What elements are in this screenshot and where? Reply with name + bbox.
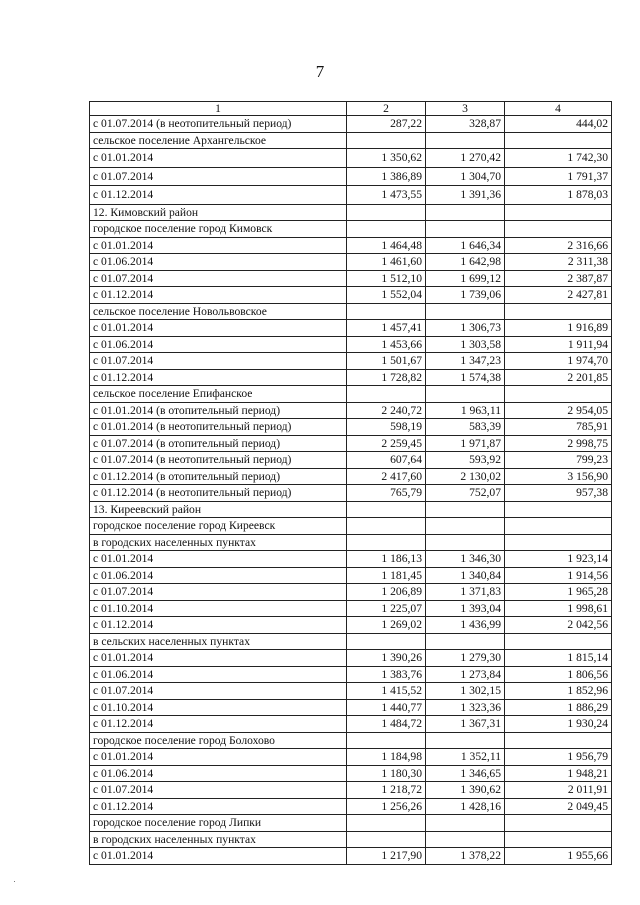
value-cell-4: 2 049,45	[505, 798, 612, 815]
value-cell-3: 1 393,04	[426, 600, 505, 617]
value-cell-2: 1 728,82	[347, 369, 426, 386]
value-cell-3: 1 270,42	[426, 149, 505, 168]
table-row	[90, 353, 612, 370]
value-cell-3: 1 367,31	[426, 716, 505, 733]
table-row	[90, 683, 612, 700]
value-cell-4: 2 998,75	[505, 435, 612, 452]
value-cell-3: 1 646,34	[426, 237, 505, 254]
table-row	[90, 732, 612, 749]
table-row	[90, 468, 612, 485]
table-row	[90, 254, 612, 271]
value-cell-2: 598,19	[347, 419, 426, 436]
value-cell-2	[347, 386, 426, 403]
value-cell-4	[505, 132, 612, 149]
value-cell-4	[505, 534, 612, 551]
row-label-cell: с 01.01.2014	[90, 749, 347, 766]
row-label-cell: с 01.07.2014 (в неотопительный период)	[90, 452, 347, 469]
row-label-cell: с 01.07.2014	[90, 167, 347, 186]
table-row	[90, 518, 612, 535]
value-cell-3	[426, 221, 505, 238]
table-row	[90, 617, 612, 634]
table-row	[90, 633, 612, 650]
value-cell-2: 2 417,60	[347, 468, 426, 485]
table-row	[90, 386, 612, 403]
table-row	[90, 204, 612, 221]
value-cell-2: 1 440,77	[347, 699, 426, 716]
value-cell-4: 1 916,89	[505, 320, 612, 337]
value-cell-4: 1 742,30	[505, 149, 612, 168]
table-row	[90, 584, 612, 601]
table-row	[90, 749, 612, 766]
row-label-cell: с 01.01.2014	[90, 848, 347, 865]
value-cell-2: 287,22	[347, 116, 426, 133]
value-cell-2: 2 240,72	[347, 402, 426, 419]
value-cell-4	[505, 732, 612, 749]
value-cell-4	[505, 831, 612, 848]
value-cell-4	[505, 221, 612, 238]
row-label-cell: с 01.06.2014	[90, 336, 347, 353]
row-label-cell: с 01.01.2014	[90, 551, 347, 568]
table-row	[90, 336, 612, 353]
value-cell-3: 1 391,36	[426, 186, 505, 205]
value-cell-4: 444,02	[505, 116, 612, 133]
row-label-cell: с 01.07.2014 (в неотопительный период)	[90, 116, 347, 133]
value-cell-3: 1 340,84	[426, 567, 505, 584]
row-label-cell: с 01.01.2014	[90, 149, 347, 168]
row-label-cell: с 01.01.2014	[90, 237, 347, 254]
value-cell-3: 1 739,06	[426, 287, 505, 304]
table-row	[90, 149, 612, 168]
row-label-cell: с 01.12.2014	[90, 716, 347, 733]
table-row	[90, 831, 612, 848]
row-label-cell: с 01.07.2014	[90, 270, 347, 287]
table-row	[90, 132, 612, 149]
value-cell-2: 1 186,13	[347, 551, 426, 568]
row-label-cell: 12. Кимовский район	[90, 204, 347, 221]
value-cell-4: 1 791,37	[505, 167, 612, 186]
table-row	[90, 815, 612, 832]
value-cell-4: 2 011,91	[505, 782, 612, 799]
value-cell-3	[426, 633, 505, 650]
value-cell-2: 1 206,89	[347, 584, 426, 601]
value-cell-2: 1 181,45	[347, 567, 426, 584]
value-cell-2	[347, 815, 426, 832]
row-label-cell: с 01.07.2014	[90, 683, 347, 700]
table-row	[90, 303, 612, 320]
table-row	[90, 534, 612, 551]
row-label-cell: сельское поселение Епифанское	[90, 386, 347, 403]
row-label-cell: с 01.06.2014	[90, 567, 347, 584]
value-cell-3: 1 378,22	[426, 848, 505, 865]
value-cell-3	[426, 204, 505, 221]
value-cell-3	[426, 831, 505, 848]
value-cell-3: 1 347,23	[426, 353, 505, 370]
row-label-cell: городское поселение город Липки	[90, 815, 347, 832]
value-cell-3: 1 390,62	[426, 782, 505, 799]
value-cell-3: 1 371,83	[426, 584, 505, 601]
row-label-cell: с 01.12.2014	[90, 369, 347, 386]
row-label-cell: городское поселение город Болохово	[90, 732, 347, 749]
value-cell-2	[347, 518, 426, 535]
scan-speck	[14, 881, 15, 882]
value-cell-2: 1 512,10	[347, 270, 426, 287]
value-cell-4: 1 930,24	[505, 716, 612, 733]
row-label-cell: городское поселение город Кимовск	[90, 221, 347, 238]
row-label-cell: с 01.01.2014 (в отопительный период)	[90, 402, 347, 419]
table-row	[90, 666, 612, 683]
value-cell-4	[505, 633, 612, 650]
table-row	[90, 419, 612, 436]
value-cell-2	[347, 732, 426, 749]
value-cell-4: 1 914,56	[505, 567, 612, 584]
table-row	[90, 186, 612, 205]
table-row	[90, 501, 612, 518]
value-cell-3: 1 971,87	[426, 435, 505, 452]
value-cell-3: 1 279,30	[426, 650, 505, 667]
value-cell-3: 1 273,84	[426, 666, 505, 683]
value-cell-3	[426, 732, 505, 749]
tariff-table-body	[90, 102, 612, 865]
value-cell-4: 1 911,94	[505, 336, 612, 353]
value-cell-4: 2 316,66	[505, 237, 612, 254]
value-cell-3: 583,39	[426, 419, 505, 436]
value-cell-4: 1 998,61	[505, 600, 612, 617]
value-cell-3: 328,87	[426, 116, 505, 133]
table-row	[90, 287, 612, 304]
value-cell-3	[426, 815, 505, 832]
table-row	[90, 765, 612, 782]
value-cell-4	[505, 518, 612, 535]
value-cell-3: 1 346,65	[426, 765, 505, 782]
table-row	[90, 369, 612, 386]
value-cell-4	[505, 501, 612, 518]
row-label-cell: с 01.12.2014	[90, 287, 347, 304]
value-cell-3	[426, 534, 505, 551]
value-cell-3: 593,92	[426, 452, 505, 469]
value-cell-2	[347, 132, 426, 149]
tariff-table	[89, 101, 612, 865]
value-cell-2: 1 383,76	[347, 666, 426, 683]
table-row	[90, 699, 612, 716]
row-label-cell: с 01.10.2014	[90, 699, 347, 716]
table-row	[90, 167, 612, 186]
value-cell-4	[505, 303, 612, 320]
value-cell-4: 1 948,21	[505, 765, 612, 782]
value-cell-4: 2 042,56	[505, 617, 612, 634]
row-label-cell: с 01.01.2014	[90, 320, 347, 337]
value-cell-4	[505, 204, 612, 221]
header-cell-4: 4	[505, 102, 612, 116]
row-label-cell: с 01.07.2014	[90, 584, 347, 601]
row-label-cell: с 01.12.2014	[90, 617, 347, 634]
row-label-cell: с 01.01.2014 (в неотопительный период)	[90, 419, 347, 436]
value-cell-4: 1 965,28	[505, 584, 612, 601]
table-row	[90, 551, 612, 568]
value-cell-2: 765,79	[347, 485, 426, 502]
value-cell-4: 1 974,70	[505, 353, 612, 370]
value-cell-2: 1 457,41	[347, 320, 426, 337]
value-cell-3: 1 304,70	[426, 167, 505, 186]
value-cell-4: 1 956,79	[505, 749, 612, 766]
value-cell-2: 1 217,90	[347, 848, 426, 865]
value-cell-4: 1 886,29	[505, 699, 612, 716]
value-cell-2	[347, 204, 426, 221]
value-cell-2	[347, 303, 426, 320]
value-cell-4: 785,91	[505, 419, 612, 436]
row-label-cell: с 01.06.2014	[90, 666, 347, 683]
header-cell-3: 3	[426, 102, 505, 116]
table-row	[90, 567, 612, 584]
value-cell-3: 1 428,16	[426, 798, 505, 815]
table-row	[90, 402, 612, 419]
value-cell-2: 1 350,62	[347, 149, 426, 168]
value-cell-4: 799,23	[505, 452, 612, 469]
row-label-cell: с 01.06.2014	[90, 765, 347, 782]
value-cell-3	[426, 501, 505, 518]
value-cell-2: 1 390,26	[347, 650, 426, 667]
row-label-cell: в городских населенных пунктах	[90, 831, 347, 848]
value-cell-4: 957,38	[505, 485, 612, 502]
value-cell-2: 1 269,02	[347, 617, 426, 634]
table-row	[90, 716, 612, 733]
value-cell-3: 752,07	[426, 485, 505, 502]
value-cell-3: 1 699,12	[426, 270, 505, 287]
table-row	[90, 435, 612, 452]
value-cell-4: 2 311,38	[505, 254, 612, 271]
table-header-row	[90, 102, 612, 116]
value-cell-2: 1 484,72	[347, 716, 426, 733]
value-cell-3: 1 346,30	[426, 551, 505, 568]
value-cell-2	[347, 501, 426, 518]
value-cell-2: 1 473,55	[347, 186, 426, 205]
value-cell-4: 1 878,03	[505, 186, 612, 205]
value-cell-4	[505, 815, 612, 832]
value-cell-4	[505, 386, 612, 403]
value-cell-4: 2 427,81	[505, 287, 612, 304]
row-label-cell: сельское поселение Архангельское	[90, 132, 347, 149]
value-cell-3: 1 642,98	[426, 254, 505, 271]
value-cell-4: 1 852,96	[505, 683, 612, 700]
value-cell-4: 2 954,05	[505, 402, 612, 419]
value-cell-4: 1 923,14	[505, 551, 612, 568]
table-row	[90, 485, 612, 502]
value-cell-4: 1 815,14	[505, 650, 612, 667]
table-row	[90, 320, 612, 337]
value-cell-2	[347, 221, 426, 238]
value-cell-4: 1 955,66	[505, 848, 612, 865]
value-cell-2: 1 415,52	[347, 683, 426, 700]
row-label-cell: с 01.12.2014 (в отопительный период)	[90, 468, 347, 485]
value-cell-2: 1 501,67	[347, 353, 426, 370]
header-cell-1: 1	[90, 102, 347, 116]
value-cell-2	[347, 831, 426, 848]
value-cell-3: 1 574,38	[426, 369, 505, 386]
table-row	[90, 221, 612, 238]
value-cell-2: 607,64	[347, 452, 426, 469]
row-label-cell: с 01.12.2014	[90, 798, 347, 815]
row-label-cell: 13. Киреевский район	[90, 501, 347, 518]
value-cell-2: 1 225,07	[347, 600, 426, 617]
row-label-cell: с 01.07.2014	[90, 782, 347, 799]
table-row	[90, 237, 612, 254]
row-label-cell: в сельских населенных пунктах	[90, 633, 347, 650]
page-number: 7	[315, 62, 325, 81]
value-cell-3	[426, 303, 505, 320]
table-row	[90, 452, 612, 469]
value-cell-2: 1 218,72	[347, 782, 426, 799]
header-cell-2: 2	[347, 102, 426, 116]
value-cell-3: 2 130,02	[426, 468, 505, 485]
row-label-cell: в городских населенных пунктах	[90, 534, 347, 551]
value-cell-2: 1 453,66	[347, 336, 426, 353]
table-row	[90, 782, 612, 799]
value-cell-2	[347, 633, 426, 650]
value-cell-4: 3 156,90	[505, 468, 612, 485]
value-cell-2: 1 464,48	[347, 237, 426, 254]
row-label-cell: с 01.01.2014	[90, 650, 347, 667]
table-row	[90, 798, 612, 815]
value-cell-2: 2 259,45	[347, 435, 426, 452]
value-cell-2	[347, 534, 426, 551]
value-cell-3: 1 302,15	[426, 683, 505, 700]
value-cell-2: 1 461,60	[347, 254, 426, 271]
value-cell-4: 2 201,85	[505, 369, 612, 386]
value-cell-4: 1 806,56	[505, 666, 612, 683]
value-cell-3: 1 436,99	[426, 617, 505, 634]
table-row	[90, 270, 612, 287]
value-cell-2: 1 552,04	[347, 287, 426, 304]
row-label-cell: сельское поселение Новольвовское	[90, 303, 347, 320]
value-cell-3: 1 303,58	[426, 336, 505, 353]
value-cell-2: 1 184,98	[347, 749, 426, 766]
value-cell-3: 1 352,11	[426, 749, 505, 766]
value-cell-2: 1 256,26	[347, 798, 426, 815]
value-cell-3: 1 306,73	[426, 320, 505, 337]
table-row	[90, 848, 612, 865]
row-label-cell: с 01.07.2014	[90, 353, 347, 370]
value-cell-3	[426, 518, 505, 535]
value-cell-2: 1 386,89	[347, 167, 426, 186]
row-label-cell: с 01.07.2014 (в отопительный период)	[90, 435, 347, 452]
row-label-cell: с 01.10.2014	[90, 600, 347, 617]
value-cell-2: 1 180,30	[347, 765, 426, 782]
row-label-cell: с 01.12.2014	[90, 186, 347, 205]
table-row	[90, 116, 612, 133]
row-label-cell: городское поселение город Киреевск	[90, 518, 347, 535]
value-cell-3	[426, 386, 505, 403]
value-cell-3	[426, 132, 505, 149]
value-cell-4: 2 387,87	[505, 270, 612, 287]
row-label-cell: с 01.06.2014	[90, 254, 347, 271]
row-label-cell: с 01.12.2014 (в неотопительный период)	[90, 485, 347, 502]
table-row	[90, 650, 612, 667]
value-cell-3: 1 963,11	[426, 402, 505, 419]
table-row	[90, 600, 612, 617]
value-cell-3: 1 323,36	[426, 699, 505, 716]
